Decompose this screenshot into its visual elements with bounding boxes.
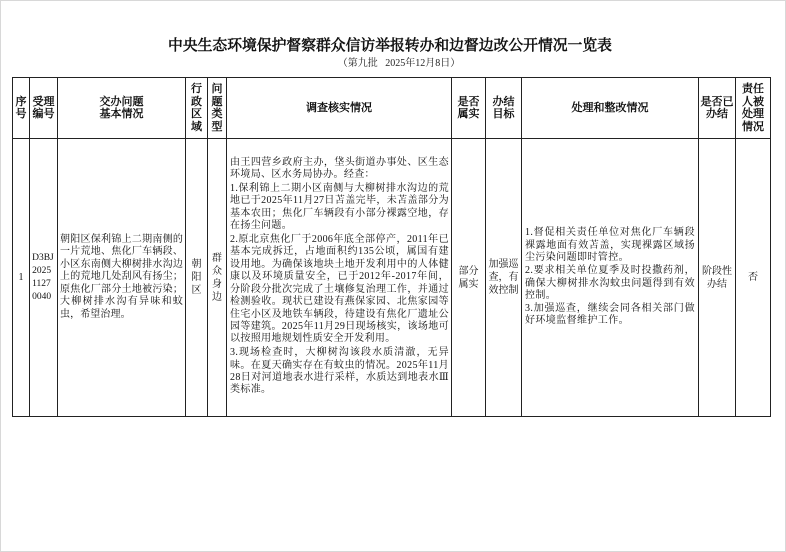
- report-table: [12, 77, 771, 417]
- accountability-status: 否: [748, 272, 758, 283]
- header-verified-label: 是否属实: [457, 95, 480, 120]
- header-accountability-label: 责任人被处理情况: [742, 83, 764, 133]
- header-verified: [452, 78, 486, 139]
- header-district-label: 行政区域: [191, 83, 202, 133]
- closed-status: 阶段性办结: [702, 265, 732, 290]
- investigation-item-1: 1.保利锦上二期小区南侧与大柳树排水沟边的荒地已于2025年11月27日苫盖完毕，未苫盖部分为基本农田；焦化厂车辆段有小部分裸露空地，存在扬尘问题。: [230, 182, 449, 232]
- investigation-item-3: 3.现场检查时，大柳树沟该段水质清澈，无异味。在夏天确实存在有蚊虫的情况。2025年11月28日对河道地表水进行采样，水质达到地表水Ⅲ类标准。: [230, 347, 449, 396]
- header-issue-label: 交办问题基本情况: [99, 95, 144, 120]
- cell-issue-type: [208, 139, 227, 417]
- header-issue-type-label: 问题类型: [211, 83, 223, 133]
- cell-issue: 朝阳区保利锦上二期南侧的一片荒地、焦化厂车辆段、小区东南侧大柳树排水沟边上的荒地几处刮风有扬尘；原焦化厂部分土地被污染；大柳树排水沟有异味和蚊虫，希望治理。: [58, 139, 186, 417]
- header-handling-label: 处理和整改情况: [571, 101, 649, 114]
- cell-closed: [699, 139, 736, 417]
- handling-item-2: 2.要求相关单位夏季及时投撒药剂，确保大柳树排水沟蚊虫问题得到有效控制。: [525, 264, 695, 302]
- cell-index: [13, 139, 30, 417]
- cell-district: [186, 139, 208, 417]
- header-accountability: [736, 78, 771, 139]
- header-case-id: [30, 78, 58, 139]
- header-target: [486, 78, 522, 139]
- header-issue: [58, 78, 186, 139]
- header-target-label: 办结目标: [492, 95, 515, 120]
- document-title: 中央生态环境保护督察群众信访举报转办和边督边改公开情况一览表: [168, 38, 612, 54]
- header-handling: [522, 78, 699, 139]
- district: 朝阳区: [191, 259, 202, 296]
- handling-item-1: 1.督促相关责任单位对焦化厂车辆段裸露地面有效苫盖，实现裸露区域扬尘污染问题即时管控。: [525, 227, 695, 264]
- row-index: 1: [18, 272, 24, 283]
- cell-handling: [522, 139, 699, 417]
- header-district: [186, 78, 208, 139]
- investigation-item-2: 2.原北京焦化厂于2006年底全部停产，2011年已基本完成拆迁，占地面积约135公顷，属国有建设用地。为确保该地块土地开发利用中的人体健康以及环境质量安全，已于2012年-2017年间，分阶段分批次完成了土壤修复治理工作，并通过检测验收。现状已建设有燕保家园、北焦家园等住宅小区及地铁车辆段，待建设有焦化厂遗址公园等建筑。2025年11月29日现场核实，该场地可以按照用地规划性质安全开发利用。: [230, 234, 449, 345]
- header-investigation: [227, 78, 452, 139]
- table-row: [13, 139, 771, 417]
- investigation-intro: 由王四营乡政府主办，垡头街道办事处、区生态环境局、区水务局协办。经查：: [230, 156, 449, 181]
- document-subtitle: （第九批 2025年12月8日）: [337, 58, 461, 69]
- header-closed: [699, 78, 736, 139]
- cell-accountability: [736, 139, 771, 417]
- case-id: D3BJ202511270040: [32, 252, 54, 302]
- header-closed-label: 是否已办结: [700, 95, 734, 120]
- cell-investigation: [227, 139, 452, 417]
- header-case-id-label: 受理编号: [32, 95, 55, 120]
- cell-target: [486, 139, 522, 417]
- header-index-label: 序号: [15, 95, 27, 120]
- table-header-row: [13, 78, 771, 139]
- cell-verified: [452, 139, 486, 417]
- verified-status: 部分属实: [458, 265, 479, 290]
- handling-item-3: 3.加强巡查，继续会同各相关部门做好环境监督维护工作。: [525, 302, 695, 327]
- header-index: [13, 78, 30, 139]
- header-investigation-label: 调查核实情况: [306, 101, 372, 114]
- closure-target: 加强巡查，有效控制: [488, 259, 519, 296]
- issue-type: 群众身边: [212, 252, 222, 303]
- header-issue-type: [208, 78, 227, 139]
- cell-case-id: [30, 139, 58, 417]
